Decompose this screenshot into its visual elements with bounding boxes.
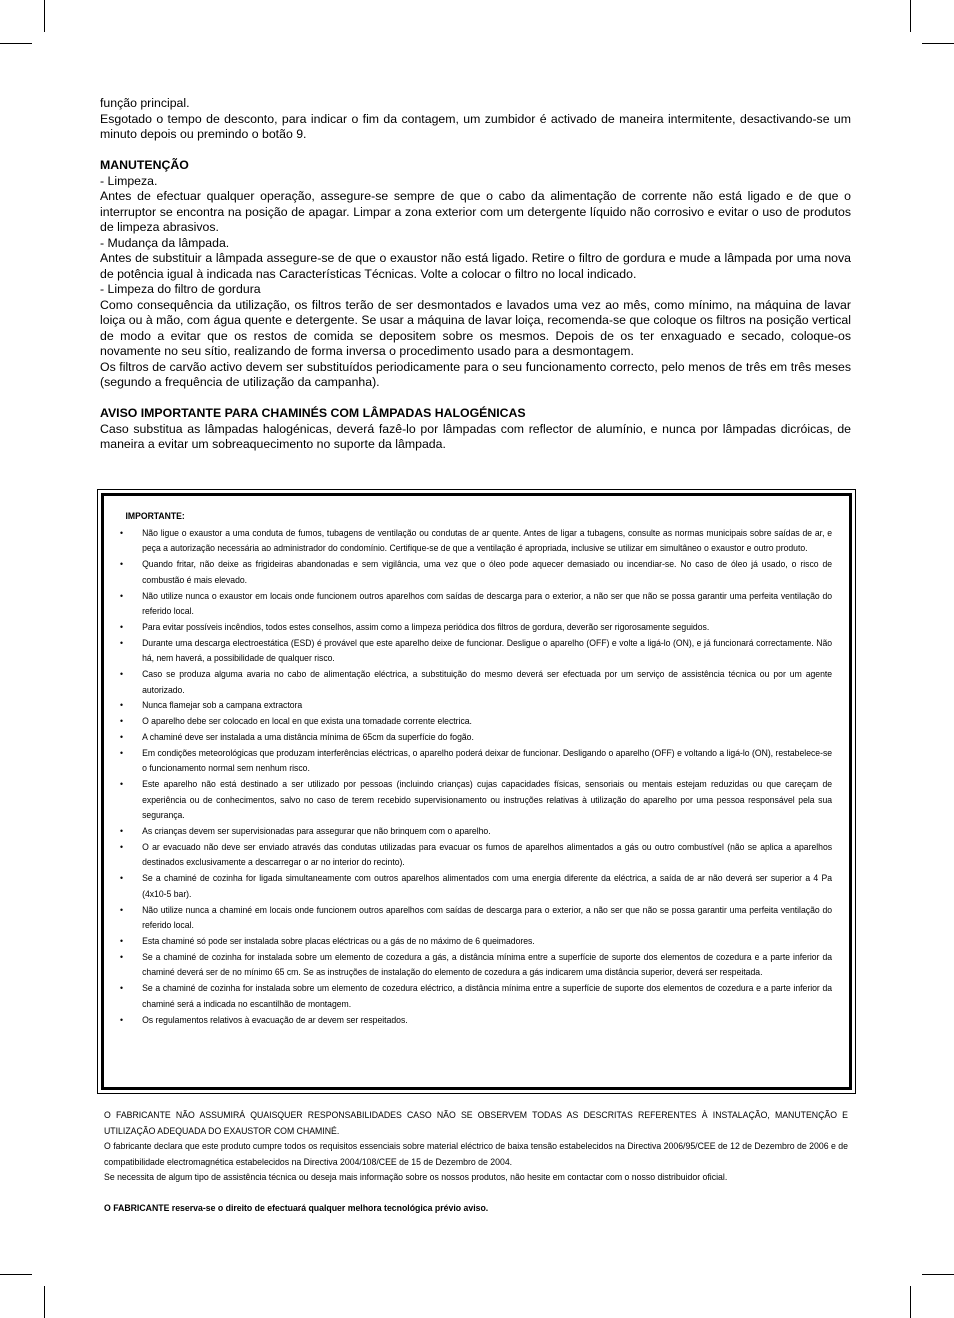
section-heading-aviso: AVISO IMPORTANTE PARA CHAMINÉS COM LÂMPADAS HALOGÉNICAS xyxy=(100,406,526,420)
list-item: • A chaminé deve ser instalada a uma distância mínima de 65cm da superfície do fogão. xyxy=(120,729,832,745)
list-item: • As crianças devem ser supervisionadas para assegurar que não brinquem com o aparelho. xyxy=(120,823,832,839)
important-box xyxy=(97,489,856,1094)
subsection-label: - Mudança da lâmpada. xyxy=(100,235,230,250)
paragraph: Os filtros de carvão activo devem ser substituídos periodicamente para o seu funcionamento correcto, pelo menos de três em três meses (segundo a frequência de utilização da campanha). xyxy=(100,359,851,389)
subsection-label: - Limpeza. xyxy=(100,173,158,188)
list-item: • Não utilize nunca o exaustor em locais onde funcionem outros aparelhos com saídas de descarga para o exterior, a não ser que não se possa garantir uma perfeita ventilação do referido local. xyxy=(120,588,832,619)
paragraph: Como consequência da utilização, os filtros terão de ser desmontados e lavados uma vez ao mês, como mínimo, na máquina de lavar loiça ou à mão, com água quente e detergente. Se usar a máquina de lavar loiça, recomenda-se que coloque os filtros na posição vertical de modo a evitar que os restos de comida se depositem sobre os mesmos. Depois de os ter enxaguado e secado, coloque-os novamente no seu sítio, realizando de forma inversa o procedimento usado para a desmontagem. xyxy=(100,297,851,358)
crop-mark xyxy=(44,1286,45,1318)
list-item: • Nunca flamejar sob a campana extractora xyxy=(120,697,832,713)
list-item: • Não ligue o exaustor a uma conduta de fumos, tubagens de ventilação ou condutas de ar quente. Antes de ligar a tubagens, consulte as normas municipais sobre saídas de ar, e peça a autorização necessária ao administrador do condomínio. Certifique-se de que a ventilação é apropriada, inclusive se utilizar em simultâneo o exaustor e outro produto. xyxy=(120,525,832,556)
footer-assistance: Se necessita de algum tipo de assistência técnica ou deseja mais informação sobre os nossos produtos, não hesite em contactar com o nosso distribuidor oficial. xyxy=(104,1171,728,1183)
subsection-label: - Limpeza do filtro de gordura xyxy=(100,282,261,296)
list-item: • Caso se produza alguma avaria no cabo de alimentação eléctrica, a substituição do mesmo deverá ser efectuada por um serviço de assistência técnica ou por um agente autorizado. xyxy=(120,666,832,697)
crop-mark xyxy=(922,43,954,44)
crop-mark xyxy=(922,1274,954,1275)
paragraph: Antes de substituir a lâmpada assegure-se de que o exaustor não está ligado. Retire o filtro de gordura e mude a lâmpada por uma nova de potência igual à indicada nas Características Técnicas. Volte a colocar o filtro no local indicado. xyxy=(100,251,851,281)
list-item: • Os regulamentos relativos à evacuação de ar devem ser respeitados. xyxy=(120,1012,832,1028)
main-text xyxy=(100,96,851,453)
list-item: • Para evitar possíveis incêndios, todos estes conselhos, assim como a limpeza periódica dos filtros de gordura, deverão ser rigorosamente seguidos. xyxy=(120,619,832,635)
crop-mark xyxy=(910,0,911,32)
list-item: • Este aparelho não está destinado a ser utilizado por pessoas (incluindo crianças) cujas capacidades físicas, sensoriais ou mentais estejam reduzidas ou que careçam de experiência ou de conhecimentos, salvo no caso de terem recebido supervisionamento ou instruções relativas à utilização do aparelho por uma pessoa responsável pela sua segurança. xyxy=(120,776,832,823)
list-item: • Não utilize nunca a chaminé em locais onde funcionem outros aparelhos com saídas de descarga para o exterior, a não ser que não se possa garantir uma perfeita ventilação do referido local. xyxy=(120,902,832,933)
list-item: • Se a chaminé de cozinha for instalada sobre um elemento de cozedura eléctrico, a distância mínima entre a superfície de suporte dos elementos de cozedura e a parte inferior da chaminé será a indicada no escantilhão de montagem. xyxy=(120,980,832,1011)
list-item: • Quando fritar, não deixe as frigideiras abandonadas e sem vigilância, uma vez que o óleo pode aquecer demasiado ou incendiar-se. No caso de óleo já usado, o risco de combustão é mais elevado. xyxy=(120,556,832,587)
paragraph: Antes de efectuar qualquer operação, assegure-se sempre de que o cabo da alimentação de corrente não está ligado e de que o interruptor se encontra na posição de apagar. Limpar a zona exterior com um detergente líquido não corrosivo e evitar o uso de produtos de limpeza abrasivos. xyxy=(100,189,851,234)
list-item: • Se a chaminé de cozinha for instalada sobre um elemento de cozedura a gás, a distância mínima entre a superfície de suporte dos elementos de cozedura e a parte inferior da chaminé deverá ser de no mínimo 65 cm. Se as instruções de instalação do elemento de cozedura a gás indicarem uma distância superior, deverá ser respeitada. xyxy=(120,949,832,980)
section-heading-manutencao: MANUTENÇÃO xyxy=(100,158,189,172)
important-title: IMPORTANTE: xyxy=(125,510,185,521)
crop-mark xyxy=(44,0,45,32)
list-item: • Em condições meteorológicas que produzam interferências eléctricas, o aparelho poderá deixar de funcionar. Desligando o aparelho (OFF) e voltando a ligá-lo (ON), restabelece-se o funcionamento normal sem nenhum risco. xyxy=(120,745,832,776)
list-item: • Esta chaminé só pode ser instalada sobre placas eléctricas ou a gás de no máximo de 6 queimadores. xyxy=(120,933,832,949)
list-item: • Se a chaminé de cozinha for ligada simultaneamente com outros aparelhos alimentados com uma energia diferente da eléctrica, a saída de ar não deverá ser superior a 4 Pa (4x10-5 bar). xyxy=(120,870,832,901)
footer-disclaimer: O FABRICANTE NÃO ASSUMIRÁ QUAISQUER RESPONSABILIDADES CASO NÃO SE OBSERVEM TODAS AS DESCRITAS REFERENTES À INSTALAÇÃO, MANUTENÇÃO E UTILIZAÇÃO ADEQUADA DO EXAUSTOR COM CHAMINÉ. xyxy=(104,1109,848,1136)
footer-reserve: O FABRICANTE reserva-se o direito de efectuará qualquer melhora tecnológica prévio aviso. xyxy=(104,1202,489,1214)
list-item: • O aparelho debe ser colocado en local en que exista una tomadade corrente electrica. xyxy=(120,713,832,729)
intro-paragraph: Esgotado o tempo de desconto, para indicar o fim da contagem, um zumbidor é activado de maneira intermitente, desactivando-se um minuto depois ou premindo o botão 9. xyxy=(100,111,851,141)
crop-mark xyxy=(910,1286,911,1318)
footer-declaration: O fabricante declara que este produto cumpre todos os requisitos essenciais sobre material eléctrico de baixa tensão estabelecidos na Directiva 2006/95/CEE de 12 de Dezembro de 2006 e de compatibilidade electromagnética estabelecidos na Directiva 2004/108/CEE de 15 de Dezembro de 2004. xyxy=(104,1140,848,1167)
important-box-inner xyxy=(101,493,852,1090)
list-item: • Durante uma descarga electroestática (ESD) é provável que este aparelho deixe de funcionar. Desligue o aparelho (OFF) e volte a ligá-lo (ON), e já funcionará correctamente. Não há, nem haverá, a possibilidade de qualquer risco. xyxy=(120,635,832,666)
crop-mark xyxy=(0,43,32,44)
paragraph: Caso substitua as lâmpadas halogénicas, deverá fazê-lo por lâmpadas com reflector de alumínio, e nunca por lâmpadas dicróicas, de maneira a evitar um sobreaquecimento no suporte da lâmpada. xyxy=(100,421,851,451)
important-list xyxy=(120,525,833,1028)
footer xyxy=(104,1107,848,1216)
important-content xyxy=(120,508,833,1027)
list-item: • O ar evacuado não deve ser enviado através das condutas utilizadas para evacuar os fumos de aparelhos alimentados a gás ou outro combustível (não se aplica a aparelhos destinados exclusivamente a descarregar o ar no interior do recinto). xyxy=(120,839,832,870)
intro-line: função principal. xyxy=(100,96,190,110)
crop-mark xyxy=(0,1274,32,1275)
